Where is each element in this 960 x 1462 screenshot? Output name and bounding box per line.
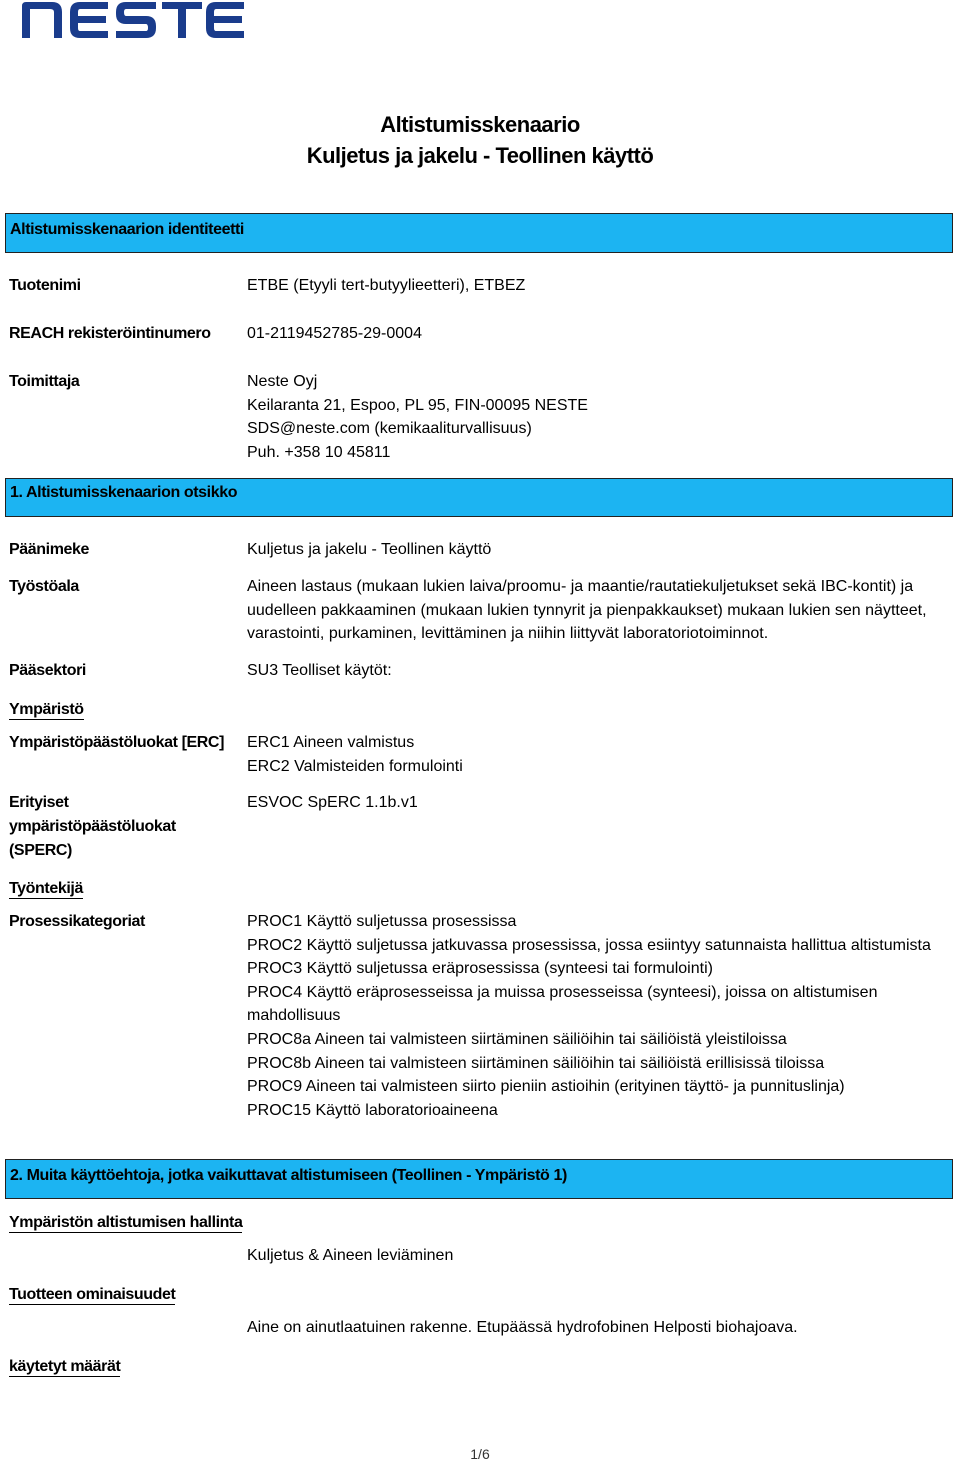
env-control-value: Kuljetus & Aineen leviäminen <box>247 1247 454 1264</box>
process-categories-label: Prosessikategoriat <box>9 913 145 930</box>
erc-item: ERC2 Valmisteiden formulointi <box>247 757 463 775</box>
worker-subheading: Työntekijä <box>9 880 83 897</box>
sperc-label: Erityiset ympäristöpäästöluokat (SPERC) <box>9 794 176 859</box>
reach-number-value: 01-2119452785-29-0004 <box>247 325 422 342</box>
proc-item: PROC9 Aineen tai valmisteen siirto pieniin astioihin (erityinen täyttö- ja punnituslinja) <box>247 1078 845 1096</box>
main-title-value: Kuljetus ja jakelu - Teollinen käyttö <box>247 541 492 558</box>
proc-item: PROC8b Aineen tai valmisteen siirtäminen säiliöihin tai säiliöistä erillisissä tiloissa <box>247 1054 825 1072</box>
product-name-value: ETBE (Etyyli tert-butyylieetteri), ETBEZ <box>247 277 526 294</box>
main-title-label: Päänimeke <box>9 541 90 558</box>
supplier-email: SDS@neste.com (kemikaaliturvallisuus) <box>247 420 532 438</box>
proc-item: PROC8a Aineen tai valmisteen siirtäminen säiliöihin tai säiliöistä yleistiloissa <box>247 1030 787 1048</box>
section1-header: 1. Altistumisskenaarion otsikko <box>5 478 953 517</box>
proc-item: PROC1 Käyttö suljetussa prosessissa <box>247 913 517 930</box>
sperc-value: ESVOC SpERC 1.1b.v1 <box>247 794 418 811</box>
product-properties-subheading: Tuotteen ominaisuudet <box>9 1286 176 1303</box>
erc-values <box>247 731 952 778</box>
supplier-address: Keilaranta 21, Espoo, PL 95, FIN-00095 NESTE <box>247 396 588 414</box>
env-control-subheading: Ympäristön altistumisen hallinta <box>9 1214 243 1231</box>
erc-item: ERC1 Aineen valmistus <box>247 734 415 751</box>
section2-header: 2. Muita käyttöehtoja, jotka vaikuttavat altistumiseen (Teollinen - Ympäristö 1) <box>5 1159 953 1199</box>
proc-item: PROC15 Käyttö laboratorioaineena <box>247 1101 498 1119</box>
amounts-used-subheading: käytetyt määrät <box>9 1358 121 1375</box>
proc-item: PROC2 Käyttö suljetussa jatkuvassa prosessissa, jossa esiintyy satunnaista hallittua altistumista <box>247 936 931 954</box>
page-number: 1/6 <box>470 1446 490 1462</box>
document-title: Altistumisskenaario <box>380 112 580 137</box>
supplier-label: Toimittaja <box>9 373 80 390</box>
product-name-label: Tuotenimi <box>9 277 81 294</box>
main-sector-value: SU3 Teolliset käytöt: <box>247 662 392 679</box>
supplier-name: Neste Oyj <box>247 373 318 390</box>
proc-item: PROC4 Käyttö eräprosesseissa ja muissa prosesseissa (synteesi), joissa on altistumisen mahdollisuus <box>247 983 878 1025</box>
main-sector-label: Pääsektori <box>9 662 86 679</box>
erc-label: Ympäristöpäästöluokat [ERC] <box>9 734 225 751</box>
reach-number-label: REACH rekisteröintinumero <box>9 325 211 342</box>
environment-subheading: Ympäristö <box>9 701 84 718</box>
work-area-value: Aineen lastaus (mukaan lukien laiva/proomu- ja maantie/rautatiekuljetukset sekä IBC-kontit) ja uudelleen pakkaaminen (mukaan lukien tynnyrit ja pienpakkaukset) mukaan lukien sen näytteet, varastointi, purkaminen, levittäminen ja niihin liittyvät laboratoriotoiminnot. <box>247 578 927 643</box>
identity-section-header: Altistumisskenaarion identiteetti <box>5 213 953 253</box>
work-area-label: Työstöala <box>9 578 79 595</box>
neste-logo <box>22 0 244 40</box>
product-properties-value: Aine on ainutlaatuinen rakenne. Etupäässä hydrofobinen Helposti biohajoava. <box>247 1319 798 1336</box>
process-categories-list <box>247 910 952 1122</box>
document-subtitle: Kuljetus ja jakelu - Teollinen käyttö <box>306 143 654 168</box>
supplier-phone: Puh. +358 10 45811 <box>247 443 391 461</box>
supplier-value <box>247 370 952 464</box>
proc-item: PROC3 Käyttö suljetussa eräprosessissa (synteesi tai formulointi) <box>247 960 713 978</box>
